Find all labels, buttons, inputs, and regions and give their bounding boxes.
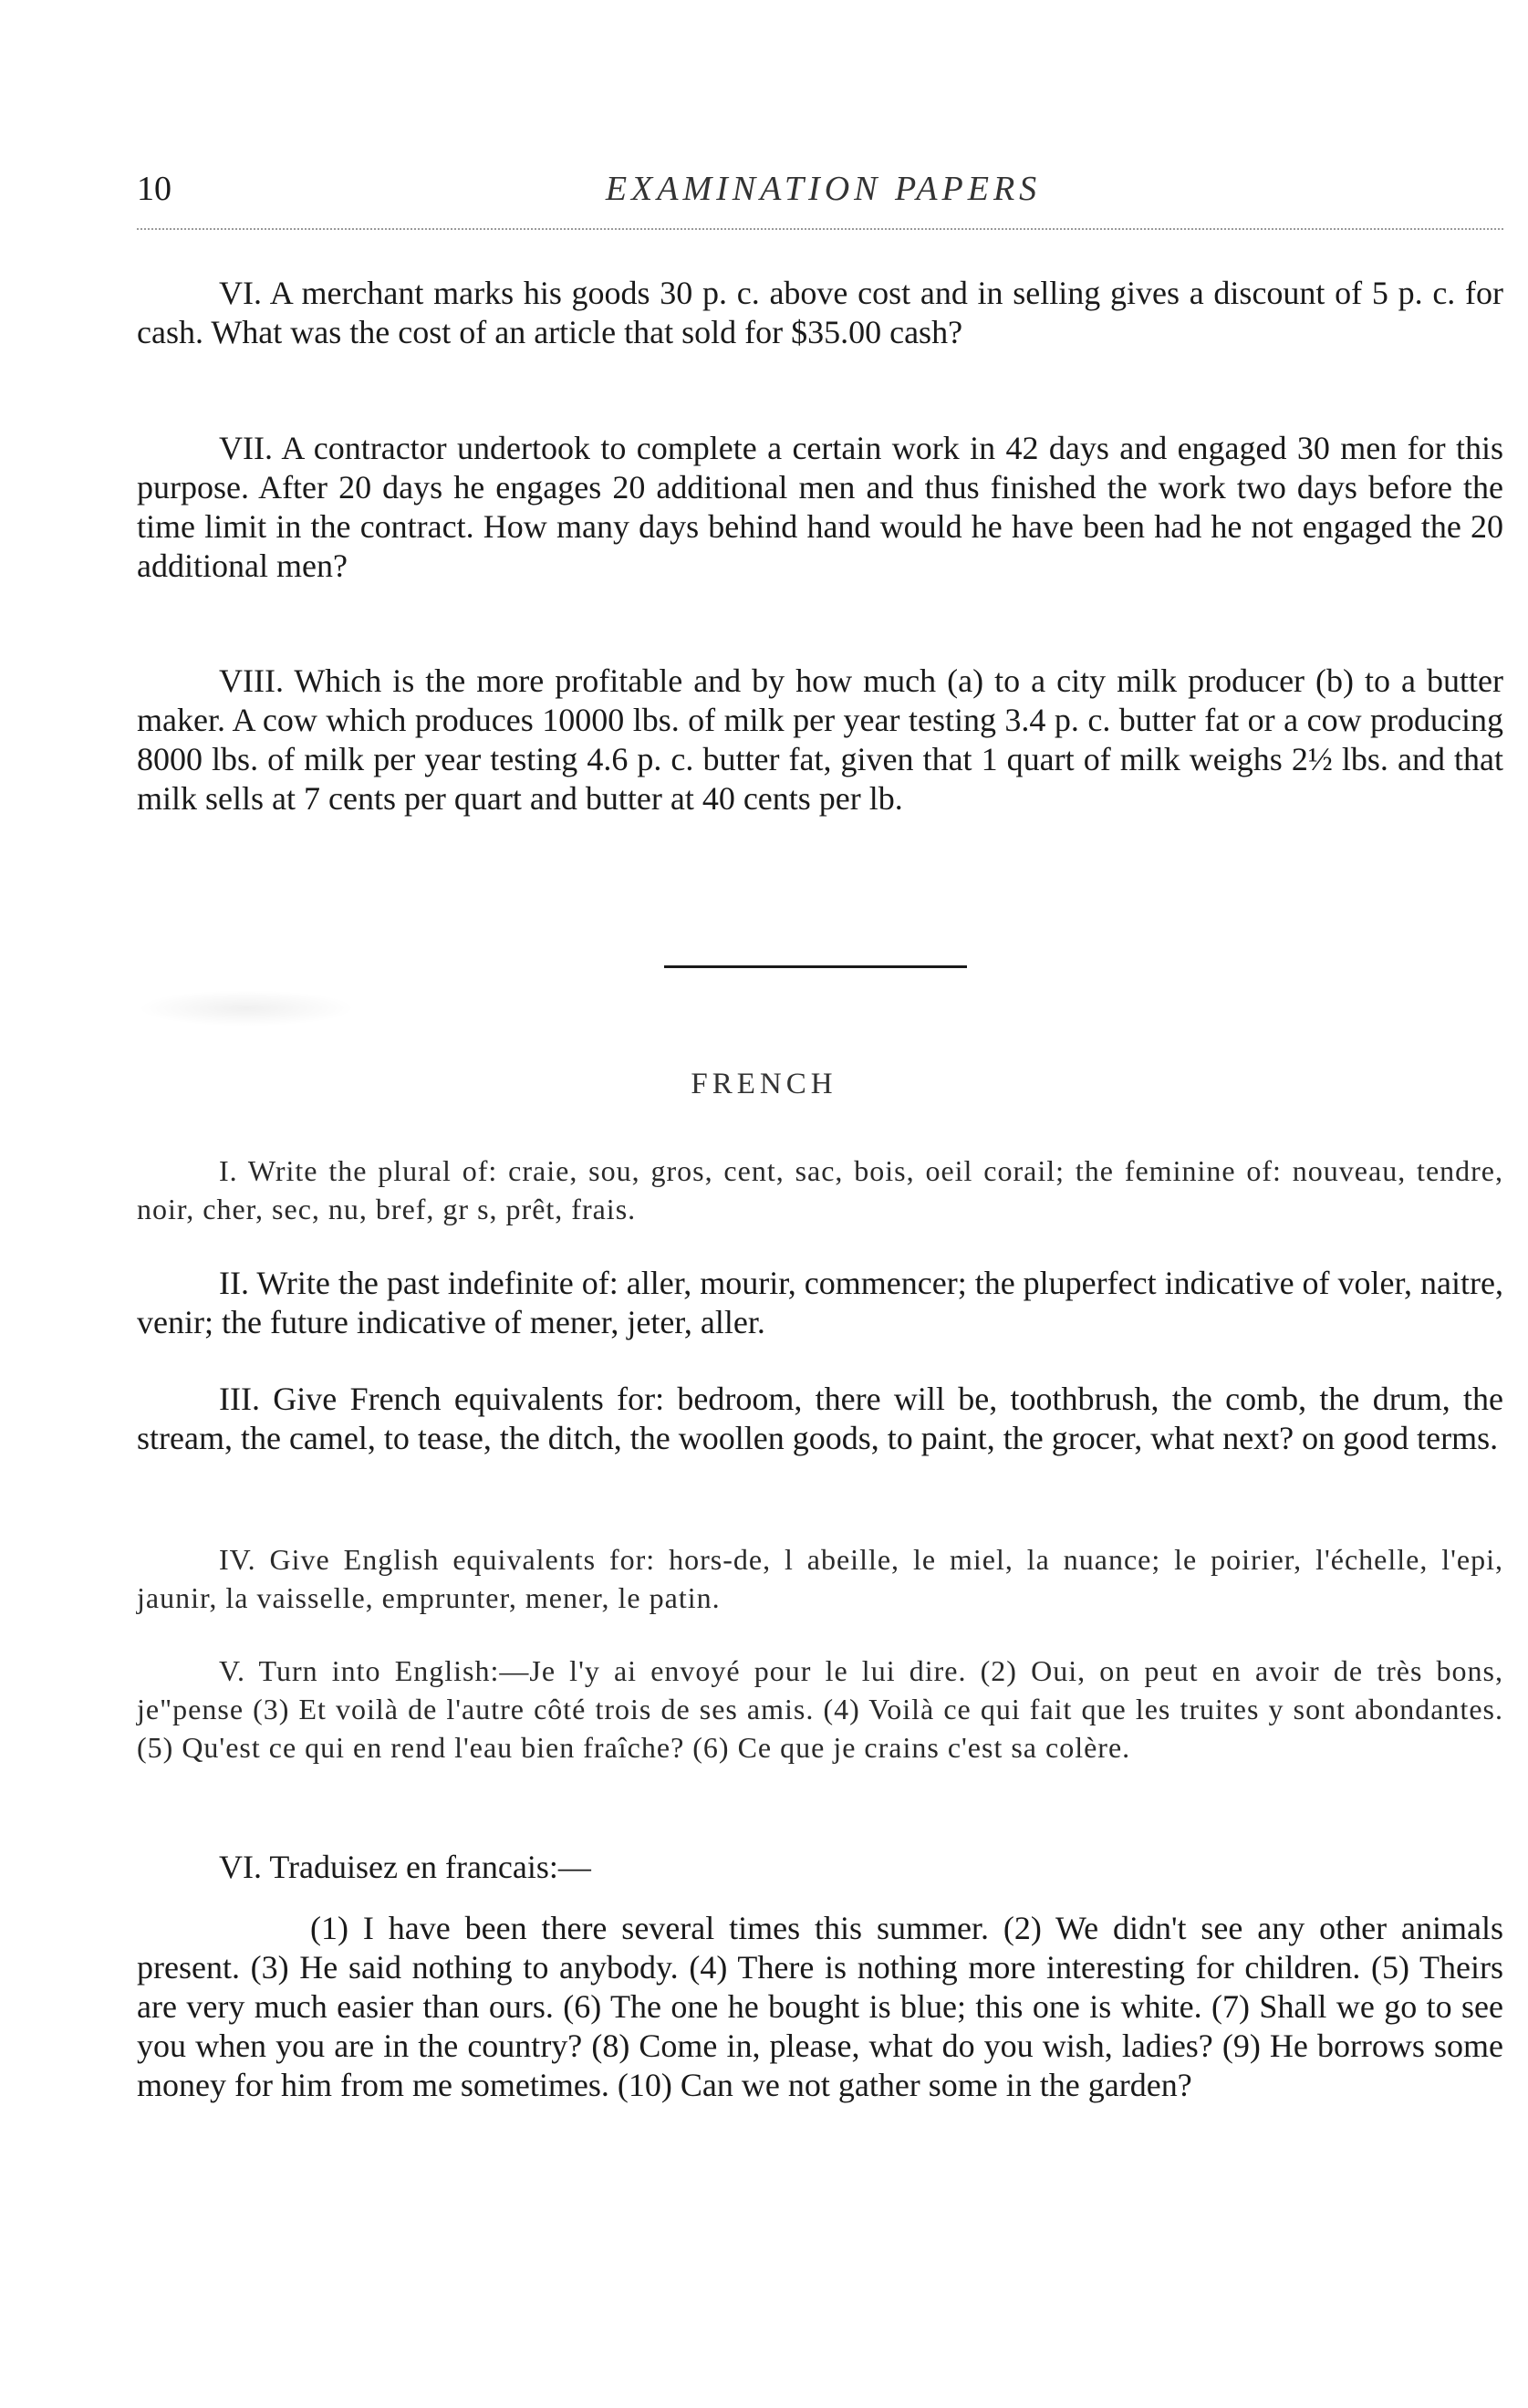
question-arith-6: VI. A merchant marks his goods 30 p. c. above cost and in selling gives a discount of 5 p. c. for cash. What was the cost of an article that sold for $35.00 cash? [137,275,1503,350]
page-header [137,169,1510,224]
question-french-1: I. Write the plural of: craie, sou, gros, cent, sac, bois, oeil corail; the feminine of: nouveau, tendre, noir, cher, sec, nu, bref, gr s, prêt, frais. [137,1154,1503,1225]
running-head: EXAMINATION PAPERS [605,170,1042,208]
question-french-6-intro: VI. Traduisez en francais:— [219,1849,591,1885]
question-french-2: II. Write the past indefinite of: aller, mourir, commencer; the pluperfect indicative of voler, naitre, venir; the future indicative of mener, jeter, aller. [137,1265,1504,1340]
scan-smudge [137,990,356,1027]
page-number: 10 [137,170,172,208]
section-divider [664,965,967,968]
section-title-french: FRENCH [691,1068,837,1100]
question-arith-8: VIII. Which is the more profitable and by how much (a) to a city milk producer (b) to a butter maker. A cow which produces 10000 lbs. of milk per year testing 3.4 p. c. butter fat or a cow producing 8000 lbs. of milk per year testing 4.6 p. c. butter fat, given that 1 quart of milk weighs 2½ lbs. and that milk sells at 7 cents per quart and butter at 40 cents per lb. [137,662,1503,817]
question-french-3: III. Give French equivalents for: bedroom, there will be, toothbrush, the comb, the drum, the stream, the camel, to tease, the ditch, the woollen goods, to paint, the grocer, what next? on good terms. [137,1381,1503,1456]
question-french-5: V. Turn into English:—Je l'y ai envoyé pour le lui dire. (2) Oui, on peut en avoir de très bons, je"pense (3) Et voilà de l'autre côté trois de ses amis. (4) Voilà ce qui fait que les truites y sont abondantes. (5) Qu'est ce qui en rend l'eau bien fraîche? (6) Ce que je crains c'est sa colère. [137,1654,1503,1764]
header-rule [137,228,1503,230]
question-french-6-body: (1) I have been there several times this summer. (2) We didn't see any other animals present. (3) He said nothing to anybody. (4) There is nothing more interesting for children. (5) Theirs are very much easier than ours. (6) The one he bought is blue; this one is white. (7) Shall we go to see you when you are in the country? (8) Come in, please, what do you wish, ladies? (9) He borrows some money for him from me sometimes. (10) Can we not gather some in the garden? [137,1910,1503,2103]
question-french-4: IV. Give English equivalents for: hors-de, l abeille, le miel, la nuance; le poirier, l'échelle, l'epi, jaunir, la vaisselle, emprunter, mener, le patin. [137,1543,1503,1614]
question-arith-7: VII. A contractor undertook to complete a certain work in 42 days and engaged 30 men for this purpose. After 20 days he engages 20 additional men and thus finished the work two days before the time limit in the contract. How many days behind hand would he have been had he not engaged the 20 additional men? [137,430,1503,584]
